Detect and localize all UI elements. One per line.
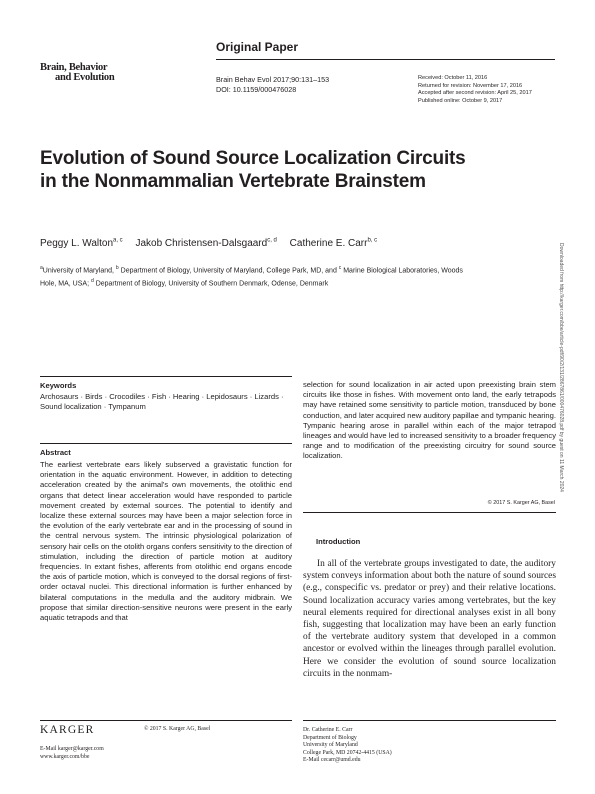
introduction-body bbox=[303, 558, 556, 680]
affiliation-text: Marine Biological Laboratories, Woods Hole, MA, USA; bbox=[40, 267, 463, 288]
author bbox=[135, 238, 276, 249]
abstract-rule bbox=[40, 443, 292, 444]
citation: Brain Behav Evol 2017;90:131–153 bbox=[216, 75, 330, 84]
introduction-paragraph: In all of the vertebrate groups investigated to date, the auditory system conveys information about both the nature of sound sources (e.g., conspecific vs. predator or prey) and their relative locations. Sound localization accuracy varies among vertebrates, but the key neural elements required for directional analyses exist in all bony fish, suggesting that localization may have been an early function of the vertebrate auditory system that developed in a common ancestor or evolved within the lineages through parallel evolution. Here we consider the evolution of sound source localization circuits in the nonmam- bbox=[303, 559, 556, 679]
doi: DOI: 10.1159/000476028 bbox=[216, 85, 297, 94]
author-name: Peggy L. Walton bbox=[40, 238, 114, 250]
date-accepted: Accepted after second revision: April 25, 2017 bbox=[418, 90, 532, 97]
affiliation-mark: b bbox=[115, 265, 119, 271]
abstract-heading: Abstract bbox=[40, 448, 71, 457]
correspondence-city: College Park, MD 20742-4415 (USA) bbox=[303, 749, 392, 756]
journal-logo-line-1: Brain, Behavior bbox=[40, 62, 108, 73]
date-published: Published online: October 9, 2017 bbox=[418, 97, 503, 104]
footer-copyright: © 2017 S. Karger AG, Basel bbox=[144, 726, 211, 732]
publisher-contact bbox=[40, 745, 104, 761]
date-received: Received: October 11, 2016 bbox=[418, 75, 488, 81]
abstract-text-right: selection for sound localization in air acted upon preexisting brain stem circuits like those in fishes. With movement onto land, the early tetrapods may have retained some sensitivity to particle motion, transduced by bone conduction, and later acquired new auditory papillae and tympanic hearing. Tympanic hearing arose in parallel within each of the major tetrapod lineages and would have led to increased sensitivity to a broader frequency range and to modification of the preexisting circuitry for sound source localization. bbox=[303, 380, 556, 461]
abstract-text-left: The earliest vertebrate ears likely subserved a gravistatic function for orientation in the aquatic environment. However, in addition to detecting acceleration created by the animal's own movements, the otolithic end organs that detect linear acceleration would have responded to particle movement created by external sources. The potential to identify and localize these external sources may have been a major selection force in the evolution of the early vertebrate ear and in the processing of sound in the central nervous system. The intrinsic physiological polarization of sensory hair cells on the otolith organs confers sensitivity to the direction of stimulation, including the direction of particle motion at auditory frequencies. In extant fishes, afferents from otolithic end organs encode the axis of particle motion, which is conveyed to the dorsal regions of first-order octaval nuclei. This directional information is further enhanced by bilateral computations in the medulla and the auditory midbrain. We propose that similar direction-sensitive neurons were present in the early aquatic tetrapods and that bbox=[40, 460, 292, 623]
publisher-logo: KARGER bbox=[40, 724, 95, 736]
affiliation-mark: a bbox=[40, 265, 43, 271]
correspondence-name: Dr. Catherine E. Carr bbox=[303, 727, 353, 733]
keywords-text: Archosaurs · Birds · Crocodiles · Fish · Hearing · Lepidosaurs · Lizards · Sound localization · Tympanum bbox=[40, 392, 284, 411]
author-affiliation-marks: b, c bbox=[367, 238, 378, 244]
correspondence-address bbox=[303, 727, 392, 765]
author-name: Jakob Christensen-Dalsgaard bbox=[135, 238, 268, 250]
affiliations bbox=[40, 263, 470, 290]
affiliation-text: Department of Biology, University of Southern Denmark, Odense, Denmark bbox=[93, 280, 329, 288]
author bbox=[40, 238, 123, 249]
author-name: Catherine E. Carr bbox=[289, 238, 368, 250]
publisher-email[interactable]: E-Mail karger@karger.com bbox=[40, 746, 104, 752]
date-returned: Returned for revision: November 17, 2016 bbox=[418, 82, 523, 89]
journal-logo bbox=[40, 63, 118, 83]
author-list bbox=[40, 238, 387, 249]
correspondence-department: Department of Biology bbox=[303, 734, 357, 741]
abstract-copyright: © 2017 S. Karger AG, Basel bbox=[487, 500, 555, 506]
keywords-heading: Keywords bbox=[40, 381, 77, 390]
download-side-note: Downloaded from http://karger.com/bbe/article-pdf/90/2/131/2867861/000476028.pdf by guest on 11 March 2024 bbox=[558, 243, 564, 492]
affiliation-mark: d bbox=[90, 278, 94, 285]
abstract-end-rule bbox=[303, 512, 556, 513]
section-label: Original Paper bbox=[216, 40, 299, 54]
correspondence-email[interactable]: E-Mail cecarr@umd.edu bbox=[303, 757, 361, 764]
journal-logo-line-2: and Evolution bbox=[55, 72, 115, 83]
author-affiliation-marks: a, c bbox=[113, 238, 123, 244]
affiliation-text: Department of Biology, University of Maryland, College Park, MD, and bbox=[118, 267, 339, 275]
article-title: Evolution of Sound Source Localization Circuits in the Nonmammalian Vertebrate Brainstem bbox=[40, 148, 466, 192]
author bbox=[290, 238, 377, 249]
footer-rule-right bbox=[303, 720, 556, 721]
keywords-rule bbox=[40, 376, 292, 377]
history-dates bbox=[418, 75, 532, 105]
affiliation-text: University of Maryland, bbox=[42, 267, 116, 275]
publisher-website[interactable]: www.karger.com/bbe bbox=[40, 754, 90, 760]
citation-block bbox=[216, 75, 329, 95]
introduction-heading: Introduction bbox=[316, 537, 361, 546]
affiliation-mark: c bbox=[338, 265, 342, 271]
footer-rule-left bbox=[40, 720, 292, 721]
header-rule bbox=[216, 59, 555, 60]
correspondence-university: University of Maryland bbox=[303, 742, 358, 749]
author-affiliation-marks: c, d bbox=[267, 238, 277, 244]
